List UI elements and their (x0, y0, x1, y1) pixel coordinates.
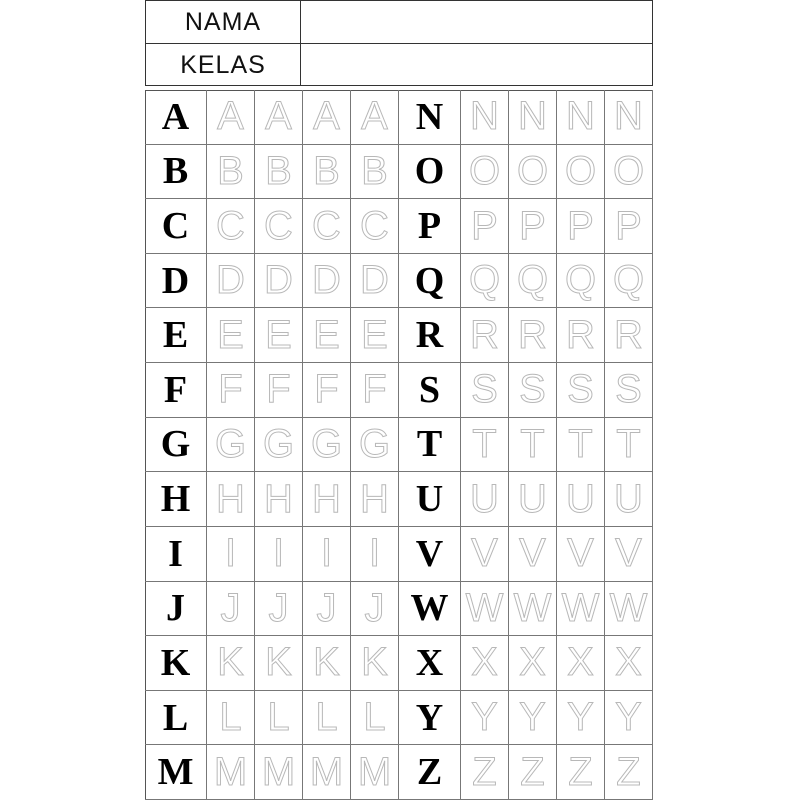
model-letter-g: G (145, 418, 207, 473)
trace-letter-p[interactable]: P (605, 199, 653, 254)
trace-letter-g[interactable]: G (303, 418, 351, 473)
trace-letter-f[interactable]: F (207, 363, 255, 418)
trace-letter-v[interactable]: V (557, 527, 605, 582)
trace-letter-u[interactable]: U (509, 472, 557, 527)
trace-letter-t[interactable]: T (509, 418, 557, 473)
trace-letter-q[interactable]: Q (557, 254, 605, 309)
trace-letter-o[interactable]: O (461, 145, 509, 200)
model-letter-a: A (145, 90, 207, 145)
trace-letter-h[interactable]: H (207, 472, 255, 527)
trace-letter-f[interactable]: F (303, 363, 351, 418)
tracing-grid (145, 90, 653, 800)
trace-letter-k[interactable]: K (255, 636, 303, 691)
trace-letter-b[interactable]: B (255, 145, 303, 200)
trace-letter-v[interactable]: V (605, 527, 653, 582)
trace-letter-u[interactable]: U (605, 472, 653, 527)
model-letter-c: C (145, 199, 207, 254)
trace-letter-j[interactable]: J (255, 582, 303, 637)
trace-letter-u[interactable]: U (557, 472, 605, 527)
trace-letter-m[interactable]: M (207, 745, 255, 800)
trace-letter-e[interactable]: E (303, 308, 351, 363)
trace-letter-p[interactable]: P (509, 199, 557, 254)
student-info-box (145, 0, 653, 86)
trace-letter-h[interactable]: H (303, 472, 351, 527)
trace-letter-q[interactable]: Q (509, 254, 557, 309)
trace-letter-z[interactable]: Z (605, 745, 653, 800)
trace-letter-a[interactable]: A (255, 90, 303, 145)
trace-letter-y[interactable]: Y (509, 691, 557, 746)
trace-letter-i[interactable]: I (255, 527, 303, 582)
model-letter-q: Q (399, 254, 461, 309)
trace-letter-i[interactable]: I (207, 527, 255, 582)
trace-letter-z[interactable]: Z (461, 745, 509, 800)
trace-letter-o[interactable]: O (509, 145, 557, 200)
trace-letter-e[interactable]: E (207, 308, 255, 363)
trace-letter-u[interactable]: U (461, 472, 509, 527)
trace-letter-n[interactable]: N (509, 90, 557, 145)
trace-letter-a[interactable]: A (303, 90, 351, 145)
trace-letter-p[interactable]: P (557, 199, 605, 254)
trace-letter-d[interactable]: D (303, 254, 351, 309)
name-field[interactable] (301, 1, 652, 43)
trace-letter-q[interactable]: Q (605, 254, 653, 309)
model-letter-j: J (145, 582, 207, 637)
trace-letter-l[interactable]: L (351, 691, 399, 746)
class-label: KELAS (146, 44, 301, 86)
trace-letter-m[interactable]: M (303, 745, 351, 800)
trace-letter-e[interactable]: E (255, 308, 303, 363)
model-letter-k: K (145, 636, 207, 691)
trace-letter-w[interactable]: W (461, 582, 509, 637)
model-letter-y: Y (399, 691, 461, 746)
trace-letter-k[interactable]: K (207, 636, 255, 691)
trace-letter-a[interactable]: A (207, 90, 255, 145)
trace-letter-g[interactable]: G (207, 418, 255, 473)
trace-letter-v[interactable]: V (509, 527, 557, 582)
trace-letter-r[interactable]: R (509, 308, 557, 363)
trace-letter-o[interactable]: O (557, 145, 605, 200)
trace-letter-a[interactable]: A (351, 90, 399, 145)
trace-letter-f[interactable]: F (255, 363, 303, 418)
model-letter-t: T (399, 418, 461, 473)
trace-letter-y[interactable]: Y (557, 691, 605, 746)
trace-letter-h[interactable]: H (255, 472, 303, 527)
model-letter-d: D (145, 254, 207, 309)
model-letter-x: X (399, 636, 461, 691)
trace-letter-l[interactable]: L (303, 691, 351, 746)
model-letter-n: N (399, 90, 461, 145)
model-letter-b: B (145, 145, 207, 200)
model-letter-h: H (145, 472, 207, 527)
model-letter-u: U (399, 472, 461, 527)
model-letter-i: I (145, 527, 207, 582)
model-letter-w: W (399, 582, 461, 637)
trace-letter-g[interactable]: G (255, 418, 303, 473)
model-letter-z: Z (399, 745, 461, 800)
model-letter-p: P (399, 199, 461, 254)
trace-letter-d[interactable]: D (351, 254, 399, 309)
trace-letter-t[interactable]: T (461, 418, 509, 473)
trace-letter-o[interactable]: O (605, 145, 653, 200)
trace-letter-r[interactable]: R (557, 308, 605, 363)
name-row (146, 1, 652, 44)
trace-letter-y[interactable]: Y (461, 691, 509, 746)
trace-letter-z[interactable]: Z (557, 745, 605, 800)
model-letter-m: M (145, 745, 207, 800)
worksheet (145, 0, 653, 800)
trace-letter-i[interactable]: I (303, 527, 351, 582)
trace-letter-n[interactable]: N (557, 90, 605, 145)
model-letter-o: O (399, 145, 461, 200)
trace-letter-v[interactable]: V (461, 527, 509, 582)
trace-letter-j[interactable]: J (207, 582, 255, 637)
class-field[interactable] (301, 44, 652, 86)
trace-letter-t[interactable]: T (557, 418, 605, 473)
trace-letter-n[interactable]: N (461, 90, 509, 145)
trace-letter-e[interactable]: E (351, 308, 399, 363)
trace-letter-d[interactable]: D (255, 254, 303, 309)
trace-letter-w[interactable]: W (509, 582, 557, 637)
trace-letter-f[interactable]: F (351, 363, 399, 418)
trace-letter-c[interactable]: C (303, 199, 351, 254)
model-letter-f: F (145, 363, 207, 418)
trace-letter-k[interactable]: K (303, 636, 351, 691)
trace-letter-b[interactable]: B (207, 145, 255, 200)
trace-letter-n[interactable]: N (605, 90, 653, 145)
trace-letter-y[interactable]: Y (605, 691, 653, 746)
trace-letter-m[interactable]: M (351, 745, 399, 800)
trace-letter-s[interactable]: S (509, 363, 557, 418)
trace-letter-z[interactable]: Z (509, 745, 557, 800)
trace-letter-r[interactable]: R (605, 308, 653, 363)
trace-letter-k[interactable]: K (351, 636, 399, 691)
trace-letter-x[interactable]: X (461, 636, 509, 691)
model-letter-s: S (399, 363, 461, 418)
trace-letter-w[interactable]: W (605, 582, 653, 637)
model-letter-v: V (399, 527, 461, 582)
trace-letter-p[interactable]: P (461, 199, 509, 254)
trace-letter-s[interactable]: S (461, 363, 509, 418)
trace-letter-i[interactable]: I (351, 527, 399, 582)
trace-letter-w[interactable]: W (557, 582, 605, 637)
trace-letter-b[interactable]: B (303, 145, 351, 200)
trace-letter-s[interactable]: S (605, 363, 653, 418)
trace-letter-c[interactable]: C (207, 199, 255, 254)
trace-letter-g[interactable]: G (351, 418, 399, 473)
trace-letter-l[interactable]: L (255, 691, 303, 746)
trace-letter-h[interactable]: H (351, 472, 399, 527)
trace-letter-d[interactable]: D (207, 254, 255, 309)
model-letter-r: R (399, 308, 461, 363)
trace-letter-c[interactable]: C (351, 199, 399, 254)
trace-letter-x[interactable]: X (557, 636, 605, 691)
trace-letter-b[interactable]: B (351, 145, 399, 200)
trace-letter-t[interactable]: T (605, 418, 653, 473)
trace-letter-j[interactable]: J (303, 582, 351, 637)
model-letter-e: E (145, 308, 207, 363)
class-row (146, 44, 652, 86)
trace-letter-l[interactable]: L (207, 691, 255, 746)
trace-letter-m[interactable]: M (255, 745, 303, 800)
trace-letter-s[interactable]: S (557, 363, 605, 418)
model-letter-l: L (145, 691, 207, 746)
trace-letter-q[interactable]: Q (461, 254, 509, 309)
trace-letter-j[interactable]: J (351, 582, 399, 637)
trace-letter-x[interactable]: X (605, 636, 653, 691)
trace-letter-c[interactable]: C (255, 199, 303, 254)
trace-letter-r[interactable]: R (461, 308, 509, 363)
trace-letter-x[interactable]: X (509, 636, 557, 691)
name-label: NAMA (146, 1, 301, 43)
